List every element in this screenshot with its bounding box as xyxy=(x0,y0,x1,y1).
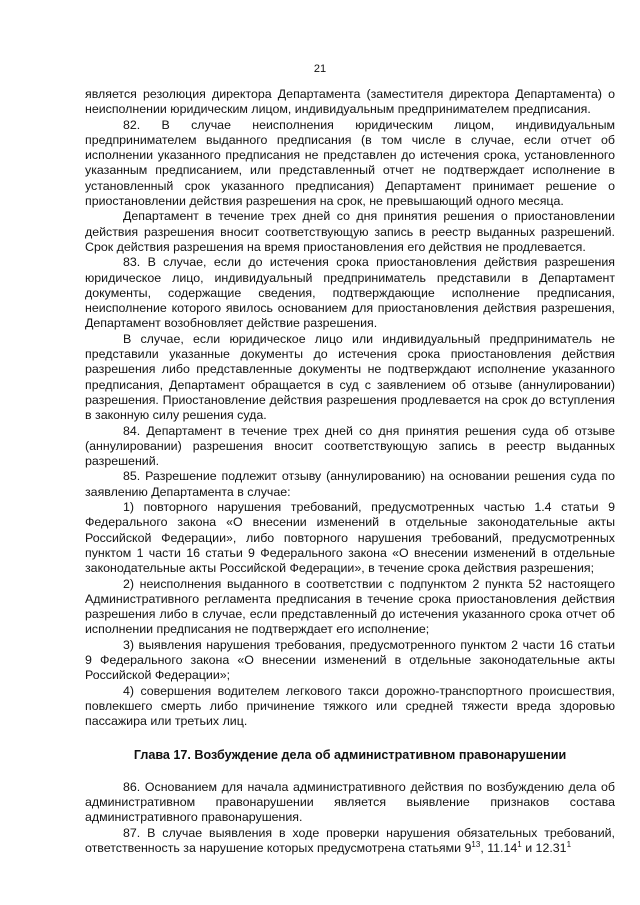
paragraph-86: 86. Основанием для начала административного действия по возбуждению дела об административном правонарушении является выявление признаков состава административного правонарушения. xyxy=(85,779,615,825)
superscript-1a: 1 xyxy=(517,839,522,849)
paragraph-87 xyxy=(85,826,615,857)
paragraph-87-article-11-14: , 11.14 xyxy=(480,840,518,855)
superscript-13: 13 xyxy=(471,839,481,849)
paragraph-83-court: В случае, если юридическое лицо или индивидуальный предприниматель не представили указанные документы до истечения срока приостановления действия разрешения либо представленные документы не подтверждают исполнение указанного предписания, Департамент обращается в суд с заявлением об отзыве (аннулировании) разрешения. Приостановление действия разрешения продлевается на срок до вступления в законную силу решения суда. xyxy=(85,331,615,423)
document-body xyxy=(85,87,615,856)
list-item-85-3: 3) выявления нарушения требования, предусмотренного пунктом 2 части 16 статьи 9 Федерального закона «О внесении изменений в отдельные законодательные акты Российской Федерации»; xyxy=(85,637,615,683)
paragraph-84: 84. Департамент в течение трех дней со дня принятия решения суда об отзыве (аннулировании) разрешения вносит соответствующую запись в реестр выданных разрешений. xyxy=(85,423,615,469)
paragraph-continuation: является резолюция директора Департамента (заместителя директора Департамента) о неисполнении юридическим лицом, индивидуальным предпринимателем предписания. xyxy=(85,87,615,117)
superscript-1b: 1 xyxy=(566,839,572,849)
chapter-heading: Глава 17. Возбуждение дела об административном правонарушении xyxy=(133,748,567,763)
paragraph-82: 82. В случае неисполнения юридическим лицом, индивидуальным предпринимателем выданного предписания (в том числе в случае, если отчет об исполнении указанного предписания не представлен до истечения срока, установленного указанным предписанием, или представленный отчет не подтверждает исполнение в установленный срок указанного предписания) Департамент принимает решение о приостановлении действия разрешения на срок, не превышающий одного месяца. xyxy=(85,117,615,209)
paragraph-87-article-12-31: и 12.31 xyxy=(521,840,567,855)
list-item-85-2: 2) неисполнения выданного в соответствии с подпунктом 2 пункта 52 настоящего Административного регламента предписания в течение срока приостановления действия разрешения либо в случае, если представленный до истечения указанного срока отчет об исполнении предписания не подтверждает его исполнение; xyxy=(85,576,615,637)
paragraph-85: 85. Разрешение подлежит отзыву (аннулированию) на основании решения суда по заявлению Департамента в случае: xyxy=(85,469,615,499)
list-item-85-1: 1) повторного нарушения требований, предусмотренных частью 1.4 статьи 9 Федерального закона «О внесении изменений в отдельные законодательные акты Российской Федерации», либо повторного нарушения требований, предусмотренных пунктом 1 части 16 статьи 9 Федерального закона «О внесении изменений в отдельные законодательные акты Российской Федерации», в течение срока действия разрешения; xyxy=(85,500,615,576)
paragraph-82-registry: Департамент в течение трех дней со дня принятия решения о приостановлении действия разрешения вносит соответствующую запись в реестр выданных разрешений. Срок действия разрешения на время приостановления его действия не продлевается. xyxy=(85,209,615,254)
paragraph-83: 83. В случае, если до истечения срока приостановления действия разрешения юридическое лицо, индивидуальный предприниматель представили в Департамент документы, содержащие сведения, подтверждающие исполнение предписания, неисполнение которого явилось основанием для приостановления действия разрешения, Департамент возобновляет действие разрешения. xyxy=(85,255,615,331)
page-number: 21 xyxy=(313,63,327,75)
paragraph-87-text: 87. В случае выявления в ходе проверки нарушения обязательных требований, ответственность за нарушение которых предусмотрена статьями 9 xyxy=(85,825,615,855)
list-item-85-4: 4) совершения водителем легкового такси дорожно-транспортного происшествия, повлекшего смерть либо причинение тяжкого или средней тяжести вреда здоровью пассажира или третьих лиц. xyxy=(85,683,615,729)
